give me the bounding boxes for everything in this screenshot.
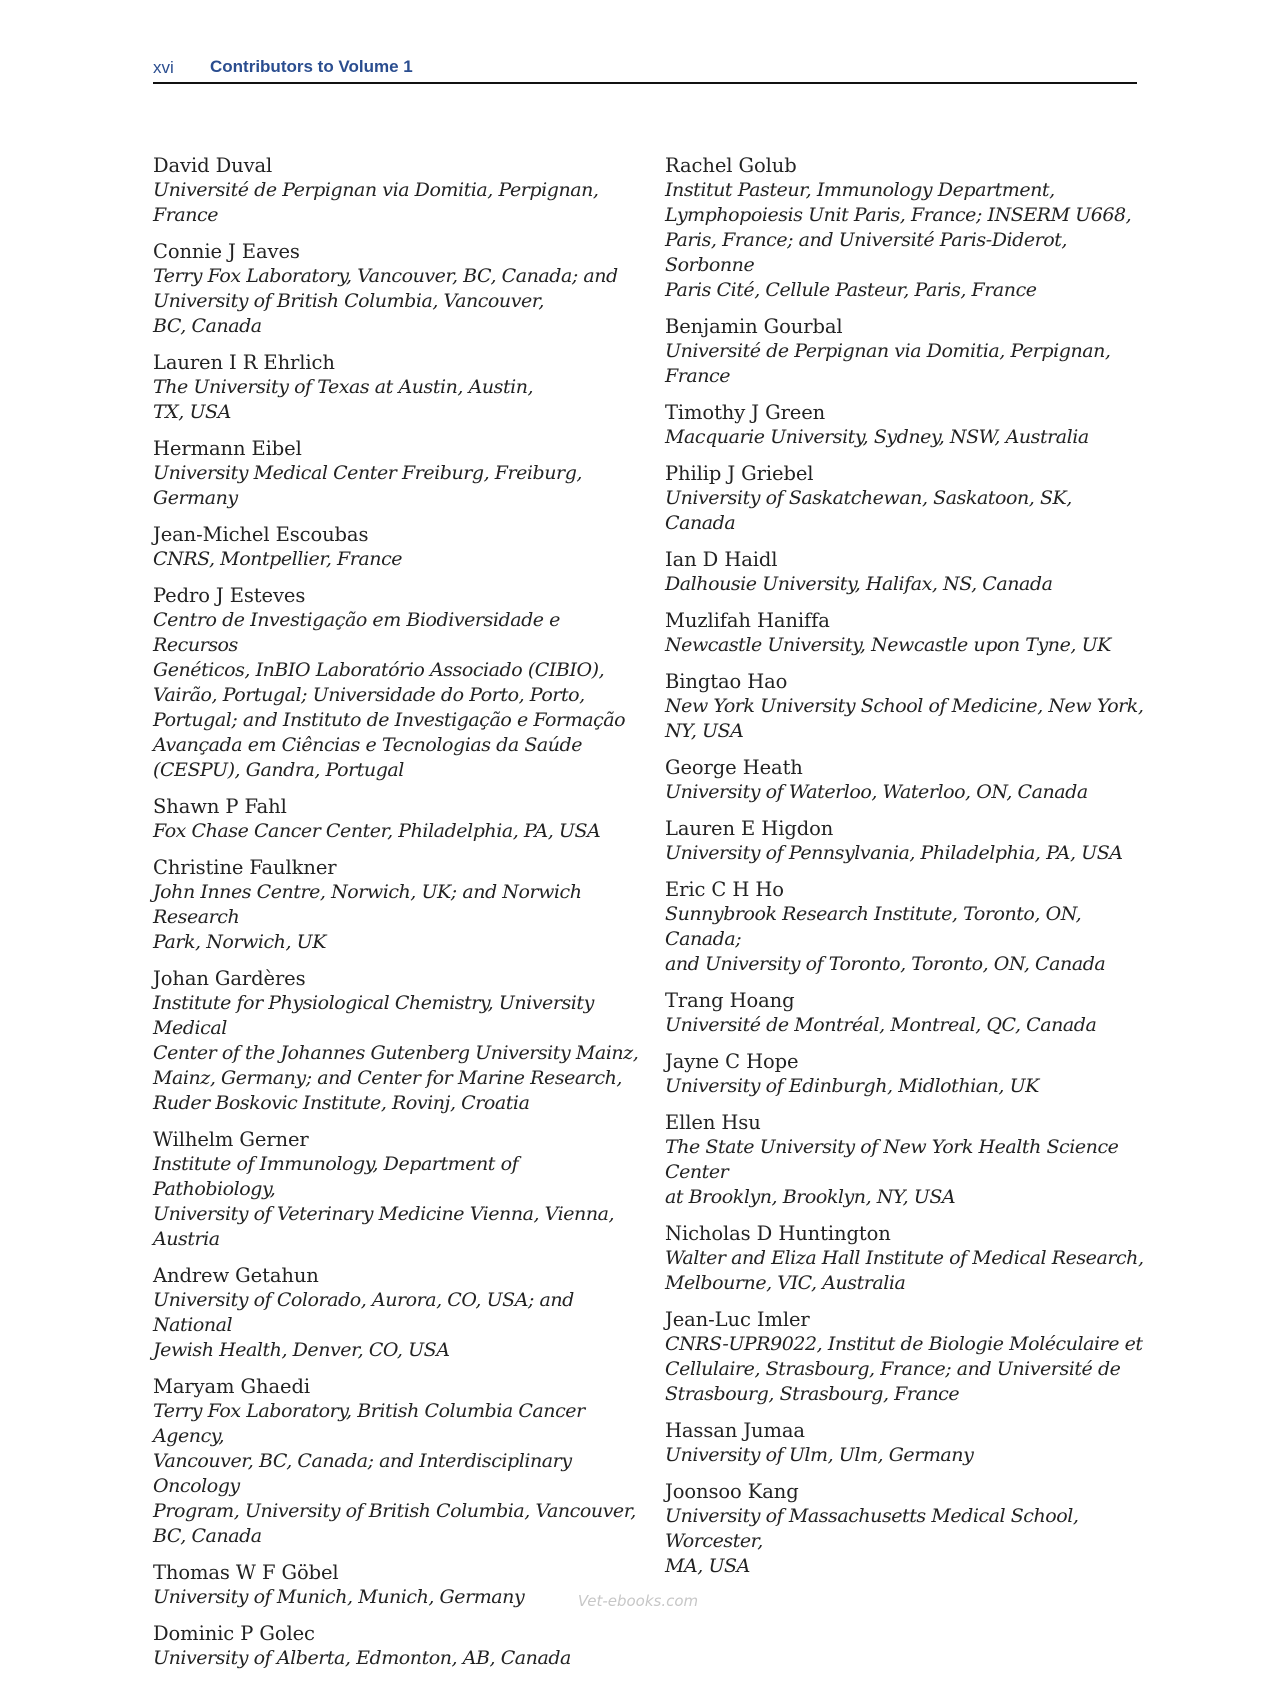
- contributor-entry: [153, 855, 639, 955]
- contributor-affiliation: University Medical Center Freiburg, Freiburg, Germany: [153, 462, 582, 509]
- contributor-entry: [665, 153, 1145, 303]
- contributor-affiliation: Université de Perpignan via Domitia, Perpignan, France: [153, 179, 599, 226]
- contributor-entry: [665, 1110, 1145, 1210]
- contributor-entry: [153, 239, 639, 339]
- contributor-affiliation: Dalhousie University, Halifax, NS, Canada: [665, 573, 1053, 595]
- contributor-affiliation: University of Massachusetts Medical School, Worcester, MA, USA: [665, 1505, 1079, 1577]
- contributor-affiliation: CNRS, Montpellier, France: [153, 548, 403, 570]
- contributor-affiliation: Terry Fox Laboratory, British Columbia Cancer Agency, Vancouver, BC, Canada; and Interdisciplinary Oncology Program, University of British Columbia, Vancouver, BC, Canada: [153, 1400, 636, 1547]
- contributor-entry: [665, 1479, 1145, 1579]
- contributor-affiliation: University of Colorado, Aurora, CO, USA; and National Jewish Health, Denver, CO, USA: [153, 1289, 574, 1361]
- contributor-affiliation: The University of Texas at Austin, Austin, TX, USA: [153, 376, 534, 423]
- contributor-name: Philip J Griebel: [665, 462, 814, 485]
- contributor-affiliation: Université de Montréal, Montreal, QC, Canada: [665, 1014, 1097, 1036]
- contributor-name: Lauren I R Ehrlich: [153, 351, 335, 374]
- contributor-entry: [153, 1263, 639, 1363]
- contributor-entry: [665, 1221, 1145, 1296]
- contributor-name: Jean-Michel Escoubas: [153, 523, 369, 546]
- contributor-affiliation: Institute of Immunology, Department of Pathobiology, University of Veterinary Medicine Vienna, Vienna, Austria: [153, 1153, 615, 1250]
- contributor-entry: [665, 988, 1145, 1038]
- contributor-entry: [665, 1049, 1145, 1099]
- contributor-entry: [153, 1621, 639, 1671]
- contributor-name: George Heath: [665, 756, 803, 779]
- contributor-affiliation: Fox Chase Cancer Center, Philadelphia, PA, USA: [153, 820, 601, 842]
- contributors-column-left: [153, 153, 639, 1682]
- contributor-affiliation: University of Ulm, Ulm, Germany: [665, 1444, 974, 1466]
- contributor-entry: [665, 669, 1145, 744]
- contributor-name: Dominic P Golec: [153, 1622, 315, 1645]
- contributor-affiliation: Institute for Physiological Chemistry, University Medical Center of the Johannes Gutenberg University Mainz, Mainz, Germany; and Center for Marine Research, Ruder Boskovic Institute, Rovinj, Croatia: [153, 992, 639, 1114]
- contributor-entry: [153, 436, 639, 511]
- contributor-entry: [153, 522, 639, 572]
- contributor-entry: [665, 1307, 1145, 1407]
- contributor-name: Benjamin Gourbal: [665, 315, 843, 338]
- contributor-affiliation: University of Munich, Munich, Germany: [153, 1586, 525, 1608]
- contributor-affiliation: Sunnybrook Research Institute, Toronto, ON, Canada; and University of Toronto, Toronto, ON, Canada: [665, 903, 1106, 975]
- contributor-affiliation: Macquarie University, Sydney, NSW, Australia: [665, 426, 1089, 448]
- contributor-name: Ian D Haidl: [665, 548, 778, 571]
- contributor-entry: [665, 608, 1145, 658]
- contributor-affiliation: Terry Fox Laboratory, Vancouver, BC, Canada; and University of British Columbia, Vancouver, BC, Canada: [153, 265, 618, 337]
- contributor-entry: [153, 583, 639, 783]
- contributor-entry: [665, 461, 1145, 536]
- contributor-name: Shawn P Fahl: [153, 795, 287, 818]
- contributor-entry: [153, 1374, 639, 1549]
- contributor-name: Rachel Golub: [665, 154, 797, 177]
- watermark: Vet-ebooks.com: [577, 1592, 699, 1610]
- contributor-name: Hermann Eibel: [153, 437, 302, 460]
- contributor-affiliation: New York University School of Medicine, New York, NY, USA: [665, 695, 1144, 742]
- contributor-affiliation: Institut Pasteur, Immunology Department, Lymphopoiesis Unit Paris, France; INSERM U668, Paris, France; and Université Paris-Diderot, Sorbonne Paris Cité, Cellule Pasteur, Paris, France: [665, 179, 1132, 301]
- contributor-affiliation: University of Alberta, Edmonton, AB, Canada: [153, 1647, 571, 1669]
- contributor-affiliation: University of Pennsylvania, Philadelphia, PA, USA: [665, 842, 1123, 864]
- contributor-name: Nicholas D Huntington: [665, 1222, 891, 1245]
- contributor-name: Eric C H Ho: [665, 878, 784, 901]
- contributor-name: Wilhelm Gerner: [153, 1128, 309, 1151]
- contributor-affiliation: Newcastle University, Newcastle upon Tyne, UK: [665, 634, 1111, 656]
- contributor-entry: [665, 314, 1145, 389]
- contributor-name: Joonsoo Kang: [665, 1480, 799, 1503]
- contributor-affiliation: University of Edinburgh, Midlothian, UK: [665, 1075, 1039, 1097]
- contributor-entry: [665, 816, 1145, 866]
- contributor-entry: [153, 966, 639, 1116]
- contributor-name: Jayne C Hope: [665, 1050, 799, 1073]
- contributor-name: Maryam Ghaedi: [153, 1375, 310, 1398]
- contributor-name: Muzlifah Haniffa: [665, 609, 830, 632]
- contributor-entry: [153, 350, 639, 425]
- contributor-entry: [665, 1418, 1145, 1468]
- contributor-entry: [153, 153, 639, 228]
- contributor-name: Timothy J Green: [665, 401, 826, 424]
- contributor-name: Bingtao Hao: [665, 670, 788, 693]
- contributor-name: Connie J Eaves: [153, 240, 300, 263]
- contributor-entry: [665, 877, 1145, 977]
- contributor-affiliation: University of Saskatchewan, Saskatoon, SK, Canada: [665, 487, 1072, 534]
- contributor-name: Christine Faulkner: [153, 856, 337, 879]
- contributor-affiliation: Walter and Eliza Hall Institute of Medical Research, Melbourne, VIC, Australia: [665, 1247, 1144, 1294]
- running-title: Contributors to Volume 1: [210, 57, 413, 76]
- contributor-entry: [153, 794, 639, 844]
- contributors-column-right: [665, 153, 1145, 1590]
- contributor-affiliation: Université de Perpignan via Domitia, Perpignan, France: [665, 340, 1111, 387]
- contributor-name: Trang Hoang: [665, 989, 795, 1012]
- contributor-entry: [665, 755, 1145, 805]
- contributor-affiliation: John Innes Centre, Norwich, UK; and Norwich Research Park, Norwich, UK: [153, 881, 582, 953]
- contributor-entry: [665, 547, 1145, 597]
- contributor-entry: [665, 400, 1145, 450]
- contributor-name: Johan Gardères: [153, 967, 306, 990]
- contributor-name: David Duval: [153, 154, 273, 177]
- contributor-name: Ellen Hsu: [665, 1111, 761, 1134]
- contributor-affiliation: CNRS-UPR9022, Institut de Biologie Moléculaire et Cellulaire, Strasbourg, France; and Université de Strasbourg, Strasbourg, France: [665, 1333, 1143, 1405]
- contributor-name: Jean-Luc Imler: [665, 1308, 810, 1331]
- contributor-name: Lauren E Higdon: [665, 817, 834, 840]
- contributor-affiliation: Centro de Investigação em Biodiversidade e Recursos Genéticos, InBIO Laboratório Associado (CIBIO), Vairão, Portugal; Universidade do Porto, Porto, Portugal; and Instituto de Investigação e Formação Avançada em Ciências e Tecnologias da Saúde (CESPU), Gandra, Portugal: [153, 609, 626, 781]
- page-number: xvi: [153, 58, 174, 77]
- contributor-entry: [153, 1127, 639, 1252]
- contributor-affiliation: University of Waterloo, Waterloo, ON, Canada: [665, 781, 1088, 803]
- running-header: [153, 56, 1137, 84]
- contributor-name: Hassan Jumaa: [665, 1419, 805, 1442]
- contributor-affiliation: The State University of New York Health Science Center at Brooklyn, Brooklyn, NY, USA: [665, 1136, 1119, 1208]
- contributor-name: Pedro J Esteves: [153, 584, 306, 607]
- contributor-name: Andrew Getahun: [153, 1264, 319, 1287]
- contributor-name: Thomas W F Göbel: [153, 1561, 339, 1584]
